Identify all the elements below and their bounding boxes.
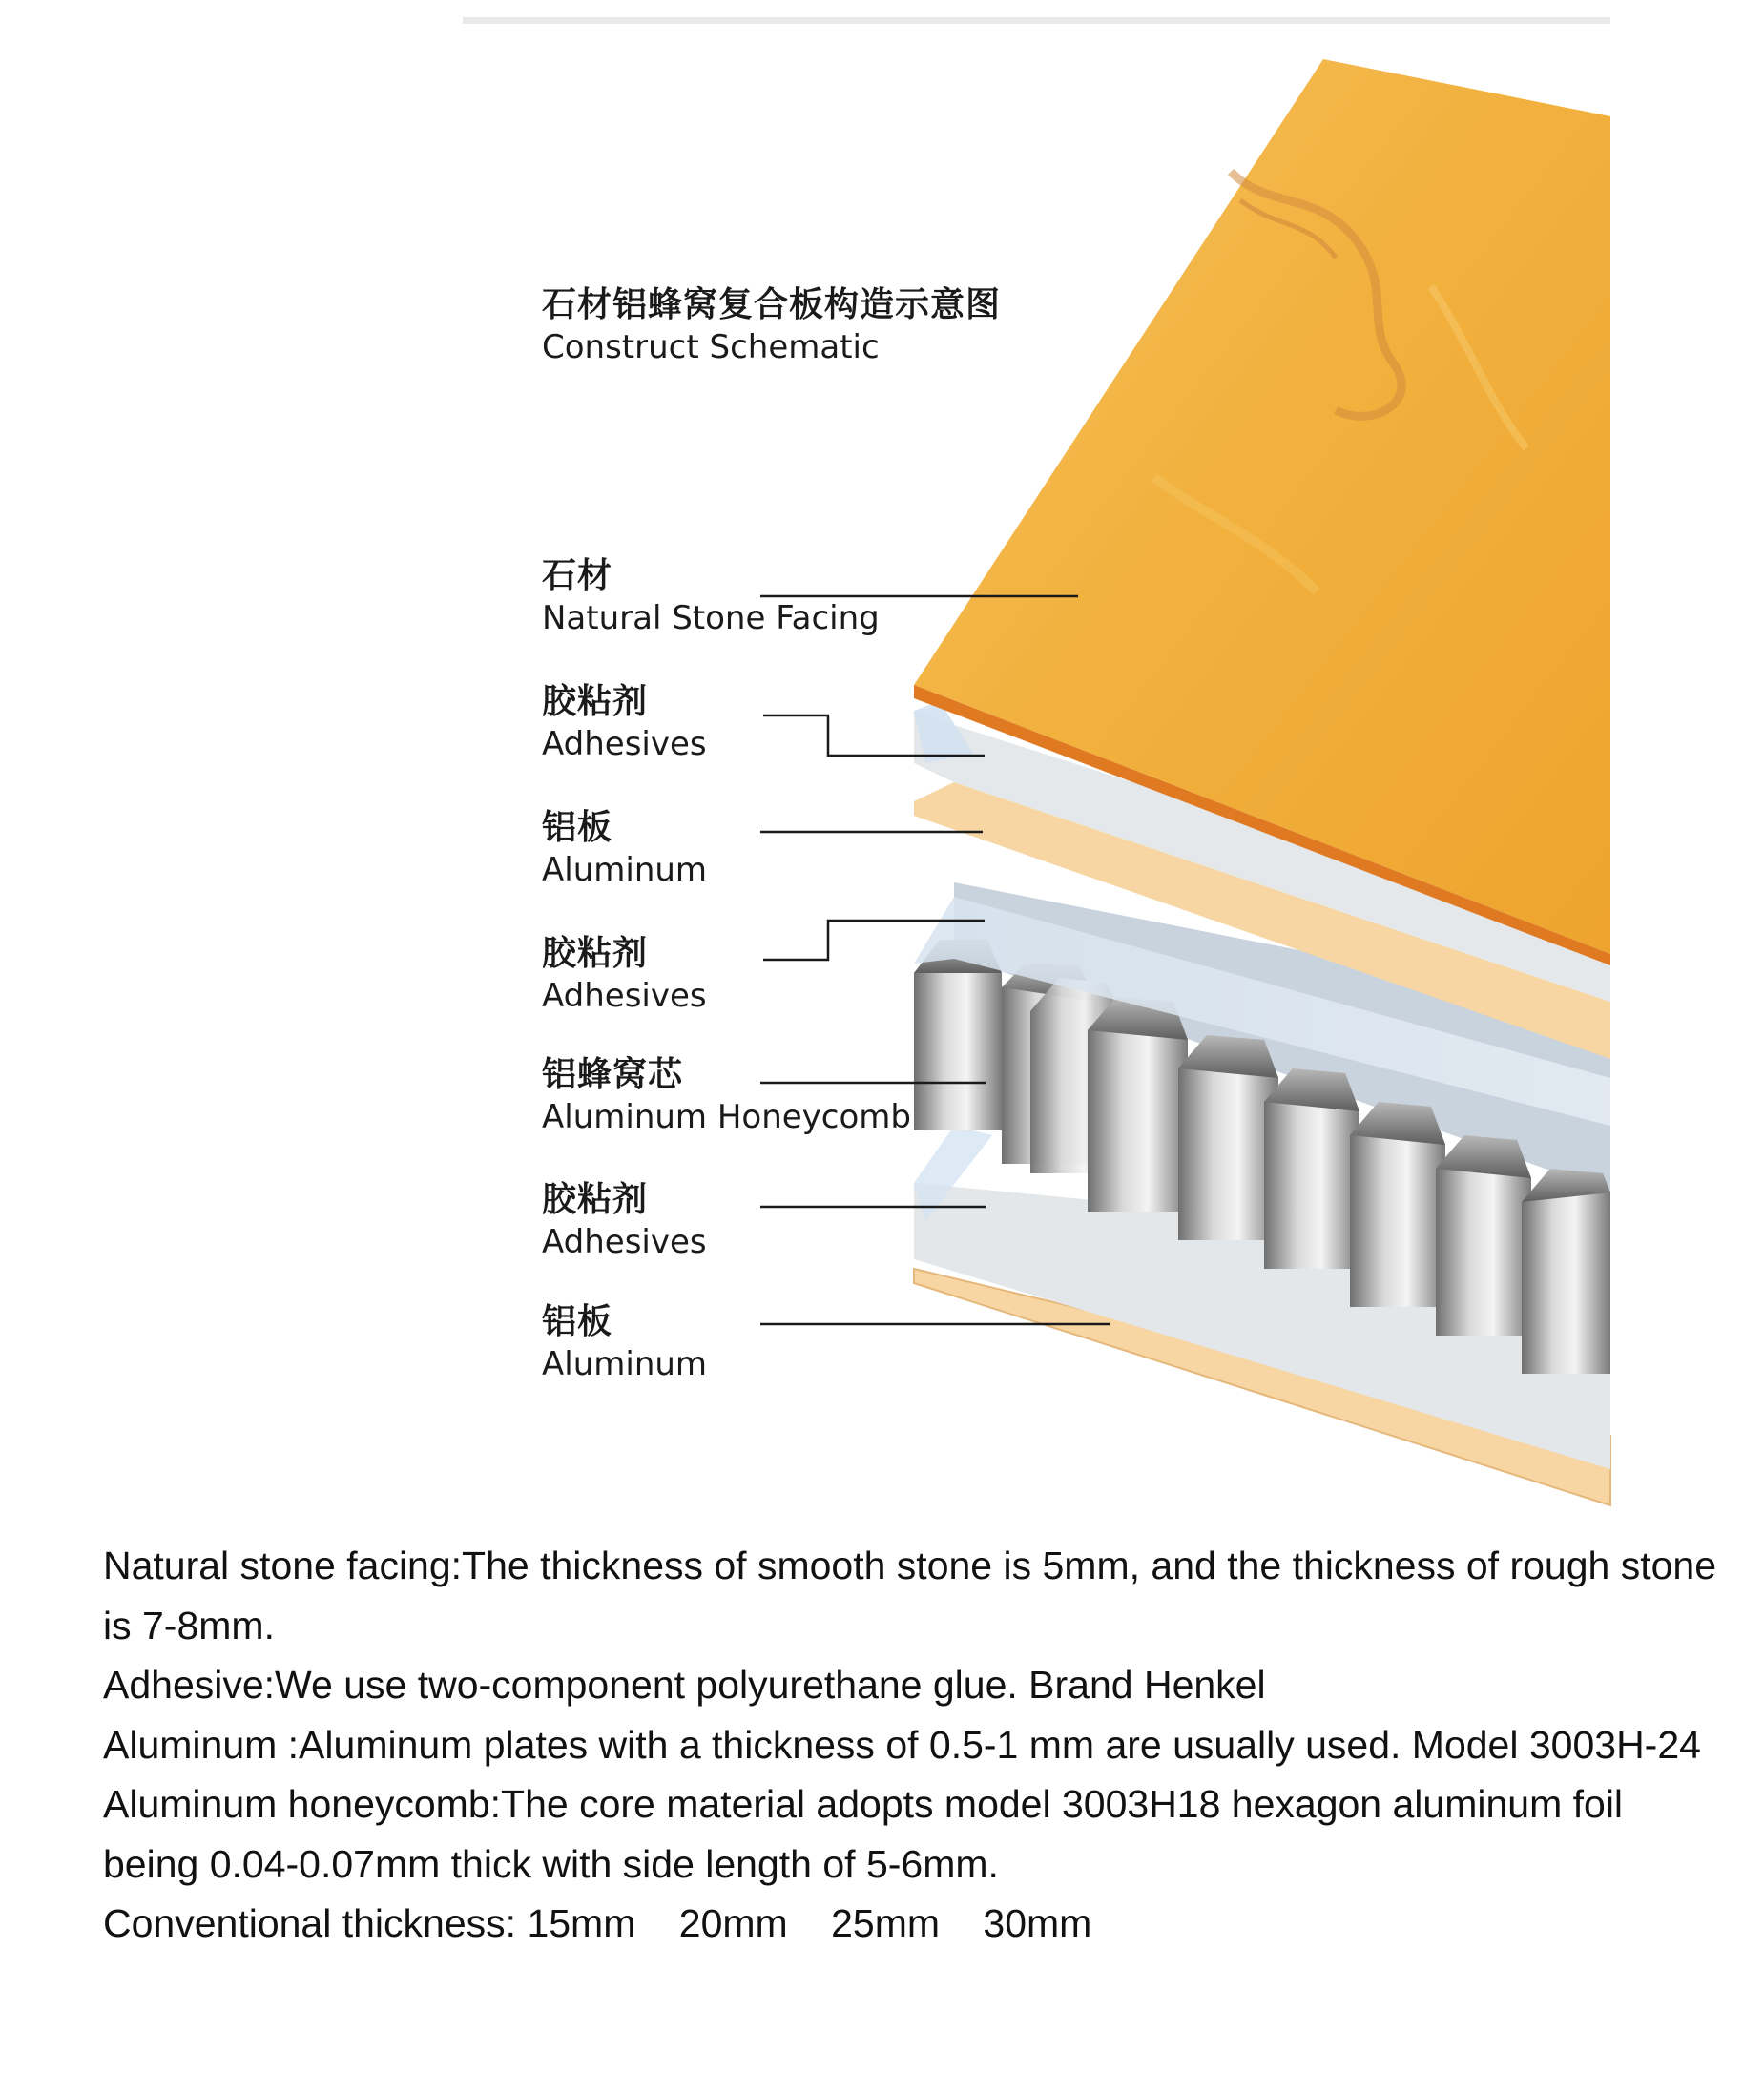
label-en: Adhesives (542, 1223, 707, 1261)
specification-text (103, 1536, 1725, 1954)
label-cn: 铝蜂窝芯 (542, 1055, 684, 1094)
label-aluminum-1 (542, 807, 707, 891)
label-stone-facing (542, 555, 880, 639)
spec-honeycomb: Aluminum honeycomb:The core material adopts model 3003H18 hexagon aluminum foil being 0.04-0.07mm thick with side length of 5-6mm. (103, 1782, 1624, 1886)
label-en: Aluminum Honeycomb (542, 1098, 911, 1136)
spec-adhesive: Adhesive:We use two-component polyurethane glue. Brand Henkel (103, 1663, 1266, 1707)
label-en: Aluminum (542, 851, 708, 889)
label-cn: 胶粘剂 (542, 1180, 649, 1219)
label-adhesive-2 (542, 933, 707, 1017)
label-cn: 铝板 (542, 1302, 613, 1341)
thickness-label: Conventional thickness: (103, 1901, 517, 1945)
spec-aluminum: Aluminum :Aluminum plates with a thickness of 0.5-1 mm are usually used. Model 3003H-24 (103, 1722, 1701, 1767)
title-en: Construct Schematic (542, 328, 880, 366)
label-en: Adhesives (542, 725, 707, 763)
spec-stone: Natural stone facing:The thickness of smooth stone is 5mm, and the thickness of rough stone is 7-8mm. (103, 1544, 1717, 1648)
thickness-value: 30mm (983, 1901, 1092, 1945)
label-adhesive-3 (542, 1179, 707, 1263)
label-en: Adhesives (542, 977, 707, 1015)
thickness-value: 25mm (831, 1901, 941, 1945)
label-en: Natural Stone Facing (542, 599, 880, 637)
label-cn: 石材 (542, 556, 613, 595)
spec-thickness (103, 1894, 1725, 1954)
diagram-title (542, 284, 1001, 368)
label-en: Aluminum (542, 1345, 708, 1383)
thickness-value: 20mm (678, 1901, 788, 1945)
title-cn: 石材铝蜂窝复合板构造示意图 (542, 285, 1002, 324)
label-honeycomb (542, 1054, 911, 1138)
label-cn: 胶粘剂 (542, 934, 649, 973)
label-adhesive-1 (542, 681, 707, 765)
label-cn: 胶粘剂 (542, 682, 649, 721)
thickness-value: 15mm (527, 1901, 636, 1945)
label-aluminum-2 (542, 1301, 707, 1385)
label-cn: 铝板 (542, 808, 613, 847)
